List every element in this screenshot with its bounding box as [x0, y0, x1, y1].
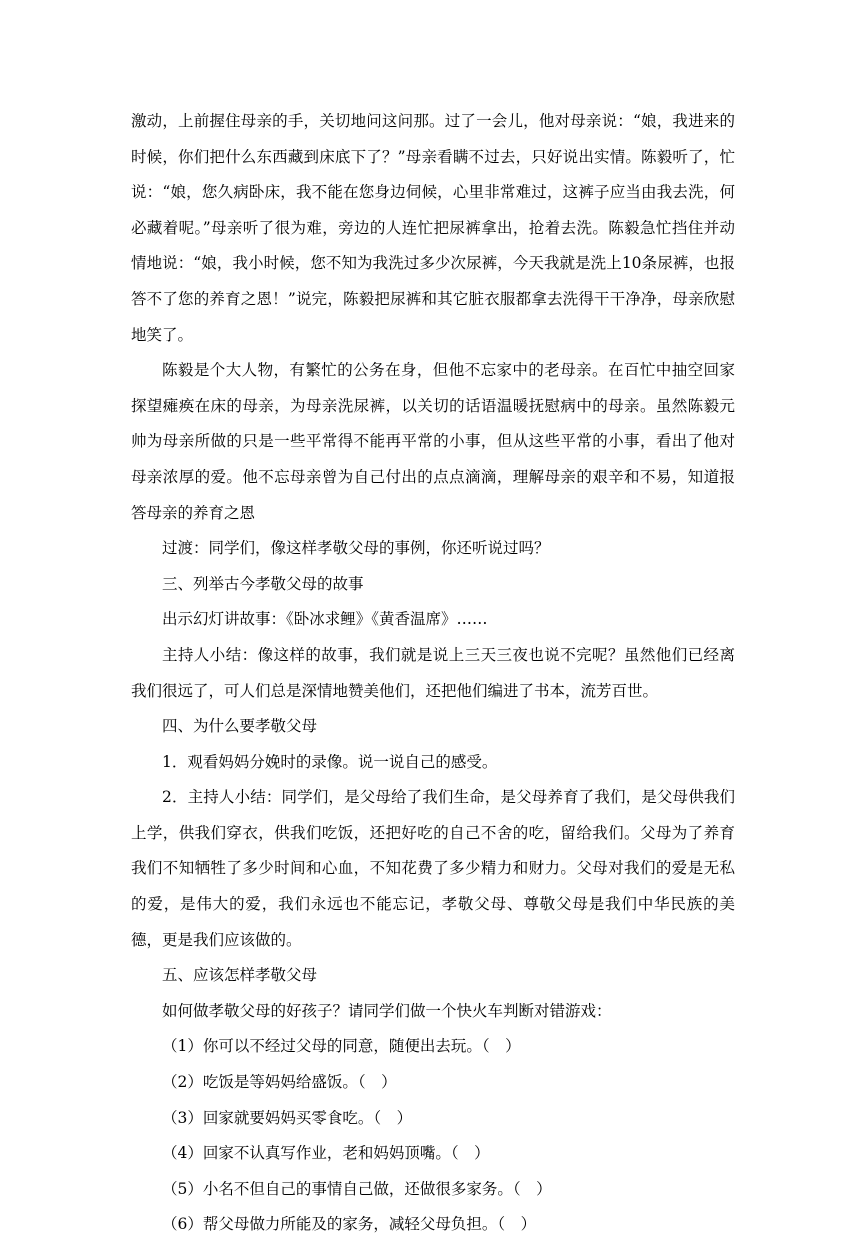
paragraph-game-intro: 如何做孝敬父母的好孩子？请同学们做一个快火车判断对错游戏：: [162, 1001, 612, 1020]
section-heading-3: 三、列举古今孝敬父母的故事: [162, 574, 364, 593]
document-body: [131, 104, 735, 1243]
paragraph-transition: 过渡：同学们，像这样孝敬父母的事例，你还听说过吗？: [162, 539, 550, 558]
quiz-item-5: （5）小名不但自己的事情自己做，还做很多家务。（ ）: [162, 1179, 552, 1198]
list-item-1: 1．观看妈妈分娩时的录像。说一说自己的感受。: [162, 752, 498, 771]
paragraph-slides: 出示幻灯讲故事：《卧冰求鲤》《黄香温席》……: [162, 610, 488, 629]
quiz-item-6: （6）帮父母做力所能及的家务，减轻父母负担。（ ）: [162, 1215, 537, 1234]
paragraph-story-continuation: 激动，上前握住母亲的手，关切地问这问那。过了一会儿，他对母亲说：“娘，我进来的时候，你们把什么东西藏到床底下了？”母亲看瞒不过去，只好说出实情。陈毅听了，忙说：“娘，您久病卧床，我不能在您身边伺候，心里非常难过，这裤子应当由我去洗，何必藏着呢。”母亲听了很为难，旁边的人连忙把尿裤拿出，抢着去洗。陈毅急忙挡住并动情地说：“娘，我小时候，您不知为我洗过多少次尿裤，今天我就是洗上10条尿裤，也报答不了您的养育之恩！”说完，陈毅把尿裤和其它脏衣服都拿去洗得干干净净，母亲欣慰地笑了。: [131, 112, 735, 344]
quiz-item-2: （2）吃饭是等妈妈给盛饭。（ ）: [162, 1073, 397, 1092]
quiz-item-4: （4）回家不认真写作业，老和妈妈顶嘴。（ ）: [162, 1144, 490, 1163]
paragraph-host-summary: 主持人小结：像这样的故事，我们就是说上三天三夜也说不完呢？虽然他们已经离我们很远了，可人们总是深情地赞美他们，还把他们编进了书本，流芳百世。: [131, 645, 735, 700]
paragraph-commentary: 陈毅是个大人物，有繁忙的公务在身，但他不忘家中的老母亲。在百忙中抽空回家探望瘫痪在床的母亲，为母亲洗尿裤，以关切的话语温暖抚慰病中的母亲。虽然陈毅元帅为母亲所做的只是一些平常得不能再平常的小事，但从这些平常的小事，看出了他对母亲浓厚的爱。他不忘母亲曾为自己付出的点点滴滴，理解母亲的艰辛和不易，知道报答母亲的养育之恩: [131, 361, 735, 522]
list-item-2: 2．主持人小结：同学们，是父母给了我们生命，是父母养育了我们，是父母供我们上学，供我们穿衣，供我们吃饭，还把好吃的自己不舍的吃，留给我们。父母为了养育我们不知牺牲了多少时间和心血，不知花费了多少精力和财力。父母对我们的爱是无私的爱，是伟大的爱，我们永远也不能忘记，孝敬父母、尊敬父母是我们中华民族的美德，更是我们应该做的。: [131, 788, 735, 949]
quiz-item-1: （1）你可以不经过父母的同意，随便出去玩。（ ）: [162, 1037, 521, 1056]
quiz-item-3: （3）回家就要妈妈买零食吃。（ ）: [162, 1108, 413, 1127]
section-heading-4: 四、为什么要孝敬父母: [162, 717, 318, 736]
section-heading-5: 五、应该怎样孝敬父母: [162, 966, 318, 985]
